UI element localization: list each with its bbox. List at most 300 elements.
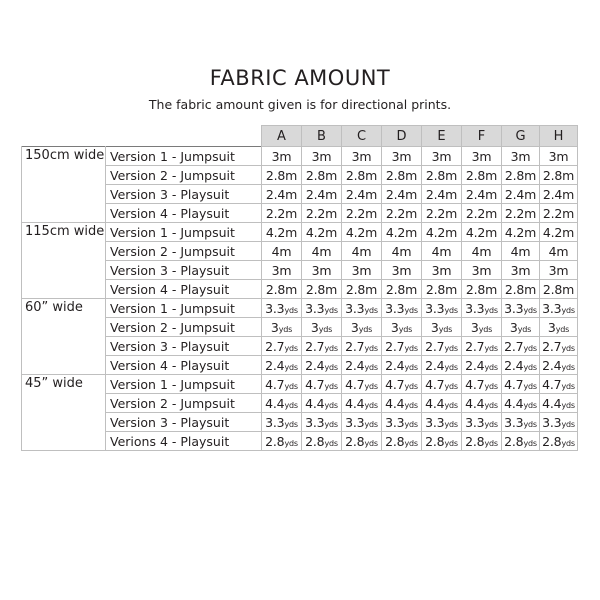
version-label: Version 2 - Jumpsuit (106, 318, 262, 337)
amount-value: 3.3 (504, 414, 524, 430)
amount-cell (262, 375, 302, 394)
table-row (22, 204, 578, 223)
amount-value: 2.4m (385, 186, 418, 202)
amount-cell (302, 223, 342, 242)
amount-value: 4.2m (265, 224, 298, 240)
amount-value: 4.7 (385, 376, 405, 392)
amount-cell (262, 337, 302, 356)
amount-value: 2.8 (425, 433, 445, 449)
amount-cell (502, 242, 540, 261)
amount-value: 3m (510, 262, 531, 278)
amount-value: 2.4 (305, 357, 325, 373)
amount-value: 3.3 (345, 414, 365, 430)
amount-value: 2.4m (305, 186, 338, 202)
table-row (22, 185, 578, 204)
amount-cell (540, 242, 578, 261)
amount-cell (342, 280, 382, 299)
version-label: Version 3 - Playsuit (106, 413, 262, 432)
amount-unit: yds (484, 381, 498, 391)
amount-unit: yds (404, 343, 418, 353)
amount-cell (262, 166, 302, 185)
amount-cell (462, 413, 502, 432)
amount-value: 4m (391, 243, 412, 259)
amount-cell (462, 261, 502, 280)
amount-cell (502, 204, 540, 223)
amount-value: 2.8m (542, 167, 575, 183)
table-row (22, 432, 578, 451)
amount-cell (540, 147, 578, 166)
amount-cell (382, 299, 422, 318)
amount-cell (262, 318, 302, 337)
amount-value: 4.2m (542, 224, 575, 240)
version-label: Version 1 - Jumpsuit (106, 299, 262, 318)
amount-value: 2.4m (345, 186, 378, 202)
amount-value: 3m (431, 262, 452, 278)
column-header: D (382, 126, 422, 147)
amount-value: 2.8 (305, 433, 325, 449)
amount-value: 3m (271, 148, 292, 164)
amount-cell (342, 337, 382, 356)
amount-value: 2.4 (385, 357, 405, 373)
amount-unit: yds (561, 381, 575, 391)
amount-unit: yds (364, 362, 378, 372)
amount-value: 3.3 (265, 414, 285, 430)
amount-value: 2.8m (425, 281, 458, 297)
amount-cell (462, 223, 502, 242)
amount-value: 2.7 (542, 338, 562, 354)
amount-unit: yds (404, 305, 418, 315)
amount-unit: yds (484, 305, 498, 315)
amount-unit: yds (284, 419, 298, 429)
amount-unit: yds (364, 400, 378, 410)
amount-value: 3 (509, 319, 518, 335)
amount-cell (342, 223, 382, 242)
amount-value: 3m (271, 262, 292, 278)
amount-value: 3m (351, 262, 372, 278)
amount-cell (302, 166, 342, 185)
amount-unit: yds (444, 305, 458, 315)
amount-value: 3.3 (385, 414, 405, 430)
amount-value: 2.8m (385, 167, 418, 183)
amount-cell (502, 318, 540, 337)
amount-value: 2.2m (542, 205, 575, 221)
amount-cell (302, 185, 342, 204)
amount-unit: yds (284, 343, 298, 353)
table-row (22, 394, 578, 413)
amount-cell (342, 356, 382, 375)
amount-value: 3.3 (542, 414, 562, 430)
amount-value: 3m (351, 148, 372, 164)
version-label: Version 3 - Playsuit (106, 185, 262, 204)
amount-unit: yds (318, 324, 333, 334)
amount-cell (502, 356, 540, 375)
table-row (22, 280, 578, 299)
amount-unit: yds (517, 324, 532, 334)
amount-value: 4.7 (345, 376, 365, 392)
amount-cell (342, 204, 382, 223)
amount-value: 4.2m (305, 224, 338, 240)
amount-value: 4.7 (504, 376, 524, 392)
amount-cell (502, 147, 540, 166)
amount-cell (502, 375, 540, 394)
table-row (22, 356, 578, 375)
amount-cell (382, 242, 422, 261)
amount-cell (382, 166, 422, 185)
amount-unit: yds (523, 419, 537, 429)
amount-cell (422, 185, 462, 204)
amount-cell (502, 413, 540, 432)
amount-cell (540, 223, 578, 242)
amount-cell (540, 204, 578, 223)
amount-value: 4.7 (265, 376, 285, 392)
amount-value: 2.4 (542, 357, 562, 373)
amount-unit: yds (444, 362, 458, 372)
amount-value: 2.4m (542, 186, 575, 202)
amount-value: 4.2m (504, 224, 537, 240)
amount-cell (342, 432, 382, 451)
column-header: G (502, 126, 540, 147)
amount-unit: yds (484, 438, 498, 448)
amount-cell (540, 375, 578, 394)
amount-cell (262, 394, 302, 413)
amount-cell (382, 413, 422, 432)
amount-value: 3.3 (425, 414, 445, 430)
amount-unit: yds (324, 381, 338, 391)
amount-cell (422, 147, 462, 166)
amount-value: 2.7 (265, 338, 285, 354)
amount-value: 2.2m (305, 205, 338, 221)
column-header: F (462, 126, 502, 147)
amount-value: 2.8m (305, 281, 338, 297)
amount-value: 4.4 (305, 395, 325, 411)
amount-cell (382, 185, 422, 204)
table-body (22, 147, 578, 451)
amount-value: 2.4 (465, 357, 485, 373)
amount-cell (502, 394, 540, 413)
amount-value: 2.2m (265, 205, 298, 221)
amount-value: 4m (510, 243, 531, 259)
header-corner (22, 126, 106, 147)
amount-unit: yds (561, 343, 575, 353)
amount-value: 3 (310, 319, 319, 335)
amount-value: 3m (431, 148, 452, 164)
amount-cell (302, 242, 342, 261)
amount-unit: yds (404, 438, 418, 448)
amount-cell (382, 375, 422, 394)
version-label: Version 4 - Playsuit (106, 356, 262, 375)
amount-unit: yds (478, 324, 493, 334)
amount-cell (382, 318, 422, 337)
amount-value: 2.4 (345, 357, 365, 373)
amount-value: 3 (430, 319, 439, 335)
amount-cell (502, 166, 540, 185)
amount-cell (462, 356, 502, 375)
amount-cell (422, 223, 462, 242)
amount-unit: yds (523, 343, 537, 353)
amount-unit: yds (444, 419, 458, 429)
amount-cell (342, 147, 382, 166)
amount-unit: yds (364, 343, 378, 353)
table-row (22, 337, 578, 356)
version-label: Version 1 - Jumpsuit (106, 375, 262, 394)
amount-cell (262, 204, 302, 223)
amount-value: 2.4m (265, 186, 298, 202)
amount-value: 4m (351, 243, 372, 259)
amount-unit: yds (484, 343, 498, 353)
column-header: A (262, 126, 302, 147)
fabric-width-label: 115cm wide (22, 223, 106, 299)
amount-unit: yds (404, 400, 418, 410)
amount-value: 3 (350, 319, 359, 335)
amount-cell (262, 261, 302, 280)
amount-value: 2.4m (425, 186, 458, 202)
amount-cell (302, 299, 342, 318)
version-label: Version 1 - Jumpsuit (106, 147, 262, 166)
amount-value: 3.3 (305, 414, 325, 430)
column-header: C (342, 126, 382, 147)
amount-value: 3.3 (265, 300, 285, 316)
amount-unit: yds (444, 381, 458, 391)
amount-cell (422, 394, 462, 413)
amount-cell (462, 394, 502, 413)
amount-unit: yds (284, 381, 298, 391)
amount-value: 4m (431, 243, 452, 259)
amount-cell (342, 318, 382, 337)
amount-value: 2.8 (385, 433, 405, 449)
amount-value: 2.2m (385, 205, 418, 221)
amount-cell (502, 299, 540, 318)
amount-cell (302, 261, 342, 280)
amount-cell (302, 318, 342, 337)
table-row (22, 261, 578, 280)
amount-unit: yds (523, 362, 537, 372)
amount-cell (502, 337, 540, 356)
amount-value: 2.8 (265, 433, 285, 449)
amount-value: 2.7 (504, 338, 524, 354)
amount-value: 3.3 (305, 300, 325, 316)
amount-cell (342, 261, 382, 280)
amount-value: 2.2m (345, 205, 378, 221)
amount-value: 4.4 (385, 395, 405, 411)
amount-cell (462, 280, 502, 299)
amount-cell (540, 394, 578, 413)
amount-value: 2.8m (385, 281, 418, 297)
amount-cell (302, 204, 342, 223)
amount-unit: yds (364, 381, 378, 391)
amount-cell (342, 166, 382, 185)
amount-value: 4.4 (425, 395, 445, 411)
amount-value: 2.8m (504, 281, 537, 297)
amount-cell (382, 280, 422, 299)
amount-unit: yds (444, 438, 458, 448)
amount-cell (502, 432, 540, 451)
amount-cell (462, 204, 502, 223)
amount-value: 3 (470, 319, 479, 335)
amount-cell (462, 185, 502, 204)
amount-value: 2.8 (465, 433, 485, 449)
amount-cell (422, 280, 462, 299)
table-row (22, 166, 578, 185)
table-row (22, 242, 578, 261)
amount-value: 2.4m (504, 186, 537, 202)
amount-cell (422, 261, 462, 280)
amount-value: 2.4 (425, 357, 445, 373)
amount-unit: yds (284, 362, 298, 372)
amount-cell (342, 413, 382, 432)
amount-value: 2.2m (465, 205, 498, 221)
amount-value: 2.4 (504, 357, 524, 373)
amount-unit: yds (278, 324, 293, 334)
amount-unit: yds (364, 305, 378, 315)
version-label: Version 3 - Playsuit (106, 261, 262, 280)
amount-value: 3m (391, 262, 412, 278)
version-label: Version 2 - Jumpsuit (106, 166, 262, 185)
amount-cell (382, 204, 422, 223)
amount-cell (540, 356, 578, 375)
amount-unit: yds (484, 362, 498, 372)
amount-cell (302, 356, 342, 375)
amount-unit: yds (555, 324, 570, 334)
amount-cell (540, 299, 578, 318)
fabric-width-label: 150cm wide (22, 147, 106, 223)
amount-value: 4m (271, 243, 292, 259)
version-label: Version 1 - Jumpsuit (106, 223, 262, 242)
amount-value: 2.7 (465, 338, 485, 354)
table-header-row (22, 126, 578, 147)
table-row (22, 413, 578, 432)
amount-unit: yds (561, 438, 575, 448)
amount-value: 2.2m (504, 205, 537, 221)
amount-unit: yds (561, 419, 575, 429)
amount-value: 3.3 (542, 300, 562, 316)
amount-cell (422, 356, 462, 375)
version-label: Version 2 - Jumpsuit (106, 242, 262, 261)
amount-value: 2.4m (465, 186, 498, 202)
table-row (22, 223, 578, 242)
amount-cell (382, 337, 422, 356)
amount-cell (422, 204, 462, 223)
amount-value: 3 (270, 319, 279, 335)
amount-cell (262, 185, 302, 204)
amount-cell (462, 318, 502, 337)
amount-value: 2.8m (265, 167, 298, 183)
amount-cell (382, 394, 422, 413)
amount-cell (540, 261, 578, 280)
amount-cell (302, 147, 342, 166)
amount-value: 2.8m (265, 281, 298, 297)
amount-unit: yds (364, 438, 378, 448)
amount-cell (422, 432, 462, 451)
amount-cell (302, 337, 342, 356)
amount-unit: yds (324, 438, 338, 448)
amount-cell (540, 337, 578, 356)
version-label: Version 2 - Jumpsuit (106, 394, 262, 413)
version-label: Version 4 - Playsuit (106, 280, 262, 299)
amount-value: 3m (510, 148, 531, 164)
amount-value: 3m (548, 148, 569, 164)
amount-value: 2.7 (425, 338, 445, 354)
amount-cell (342, 375, 382, 394)
amount-cell (302, 375, 342, 394)
amount-value: 3m (311, 148, 332, 164)
amount-cell (262, 432, 302, 451)
amount-cell (540, 185, 578, 204)
amount-value: 2.8m (345, 167, 378, 183)
amount-value: 4.2m (465, 224, 498, 240)
amount-cell (262, 223, 302, 242)
version-label: Version 4 - Playsuit (106, 204, 262, 223)
amount-cell (540, 318, 578, 337)
amount-unit: yds (561, 305, 575, 315)
amount-cell (540, 432, 578, 451)
amount-value: 4m (548, 243, 569, 259)
amount-cell (302, 413, 342, 432)
amount-cell (462, 166, 502, 185)
amount-value: 4.7 (425, 376, 445, 392)
amount-cell (382, 147, 422, 166)
amount-cell (540, 166, 578, 185)
amount-cell (262, 413, 302, 432)
amount-value: 2.7 (345, 338, 365, 354)
amount-unit: yds (444, 343, 458, 353)
amount-unit: yds (404, 362, 418, 372)
amount-unit: yds (523, 400, 537, 410)
amount-unit: yds (358, 324, 373, 334)
amount-cell (342, 185, 382, 204)
page-subtitle: The fabric amount given is for directional prints. (148, 97, 452, 112)
amount-cell (462, 337, 502, 356)
amount-unit: yds (561, 362, 575, 372)
amount-cell (540, 413, 578, 432)
amount-cell (342, 299, 382, 318)
amount-cell (462, 299, 502, 318)
amount-cell (342, 242, 382, 261)
amount-unit: yds (324, 419, 338, 429)
amount-unit: yds (364, 419, 378, 429)
amount-unit: yds (404, 381, 418, 391)
amount-value: 4.7 (542, 376, 562, 392)
table-row (22, 299, 578, 318)
amount-cell (382, 356, 422, 375)
amount-unit: yds (484, 400, 498, 410)
fabric-width-label: 60” wide (22, 299, 106, 375)
amount-value: 4.7 (465, 376, 485, 392)
amount-cell (302, 394, 342, 413)
amount-unit: yds (561, 400, 575, 410)
amount-cell (422, 375, 462, 394)
amount-unit: yds (523, 438, 537, 448)
amount-value: 3m (471, 148, 492, 164)
amount-cell (302, 280, 342, 299)
amount-unit: yds (284, 305, 298, 315)
amount-cell (262, 242, 302, 261)
fabric-width-label: 45” wide (22, 375, 106, 451)
amount-cell (382, 432, 422, 451)
amount-unit: yds (404, 419, 418, 429)
amount-cell (502, 280, 540, 299)
amount-cell (462, 242, 502, 261)
amount-value: 2.8m (425, 167, 458, 183)
amount-value: 3m (471, 262, 492, 278)
amount-unit: yds (438, 324, 453, 334)
amount-value: 4m (311, 243, 332, 259)
amount-value: 4.4 (504, 395, 524, 411)
amount-value: 2.8 (504, 433, 524, 449)
fabric-amount-table (21, 125, 578, 451)
amount-cell (302, 432, 342, 451)
amount-value: 2.8m (305, 167, 338, 183)
column-header: H (540, 126, 578, 147)
